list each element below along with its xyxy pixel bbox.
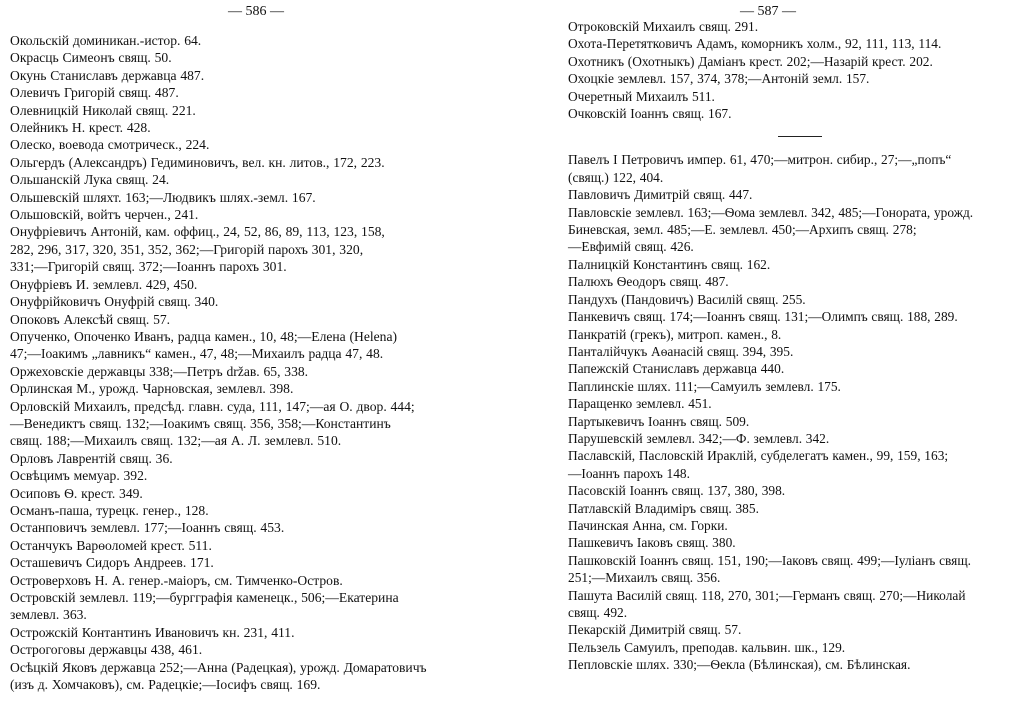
index-entry xyxy=(568,395,1020,412)
index-entry xyxy=(568,35,1020,52)
index-entry xyxy=(568,273,1020,290)
entry-line: 47;—Іоакимъ „лавникъ“ камен., 47, 48;—Михаилъ радца 47, 48. xyxy=(10,346,384,362)
entry-line: Ольшовскій, войтъ черчен., 241. xyxy=(10,207,199,223)
index-entry xyxy=(10,49,500,66)
entry-line: Осташевичъ Сидоръ Андреев. 171. xyxy=(10,555,214,571)
index-entry xyxy=(10,450,500,467)
entry-line: Осиповъ Ѳ. крест. 349. xyxy=(10,485,143,501)
entry-line: Онуфрійковичъ Онуфрій свящ. 340. xyxy=(10,294,219,310)
entry-line: Ольшанскій Лука свящ. 24. xyxy=(10,172,170,188)
index-entry xyxy=(568,587,1020,622)
entry-line: Отроковскій Михаилъ свящ. 291. xyxy=(568,19,759,34)
index-entry xyxy=(10,328,500,363)
index-entry xyxy=(10,519,500,536)
entry-line: Орловъ Лаврентій свящ. 36. xyxy=(10,450,173,466)
entry-line: Пачинская Анна, см. Горки. xyxy=(568,517,728,533)
index-entry xyxy=(10,537,500,554)
entry-line: Пашковскій Іоаннъ свящ. 151, 190;—Іаковъ свящ. 499;—Іуліанъ свящ. xyxy=(568,552,971,568)
index-entry xyxy=(568,413,1020,430)
entry-line: Острожскій Контантинъ Ивановичъ кн. 231, 411. xyxy=(10,624,295,640)
index-entry xyxy=(10,572,500,589)
entry-line: Парушевскій землевл. 342;—Ф. землевл. 342. xyxy=(568,430,830,446)
index-entry xyxy=(10,119,500,136)
section-divider xyxy=(778,136,822,137)
index-entry xyxy=(10,293,500,310)
entry-line: Партыкевичъ Іоаннъ свящ. 509. xyxy=(568,413,750,429)
entry-line: Пепловскіе шлях. 330;—Ѳекла (Бѣлинская), см. Бѣлинская. xyxy=(568,657,911,673)
index-entry xyxy=(10,154,500,171)
index-entry xyxy=(568,517,1020,534)
entry-line: Паращенко землевл. 451. xyxy=(568,396,712,412)
index-entry xyxy=(568,639,1020,656)
entry-line: свящ. 188;—Михаилъ свящ. 132;—ая А. Л. землевл. 510. xyxy=(10,433,342,449)
index-entry xyxy=(568,186,1020,203)
entry-line: Очеретный Михаилъ 511. xyxy=(568,88,715,104)
entries-group-o xyxy=(568,18,1020,122)
index-entry xyxy=(568,500,1020,517)
index-entry xyxy=(10,171,500,188)
index-entry xyxy=(568,70,1020,87)
entry-line: Пандухъ (Пандовичъ) Василій свящ. 255. xyxy=(568,291,806,307)
index-entry xyxy=(568,552,1020,587)
index-entry xyxy=(568,308,1020,325)
entry-line: Панкратій (грекъ), митроп. камен., 8. xyxy=(568,326,782,342)
index-entry xyxy=(568,18,1020,35)
index-entry xyxy=(568,534,1020,551)
entry-line: Панкевичъ свящ. 174;—Іоаннъ свящ. 131;—Олимпъ свящ. 188, 289. xyxy=(568,309,958,325)
index-entry xyxy=(568,343,1020,360)
page-number: — 587 — xyxy=(740,4,796,19)
entry-line: Останповичъ землевл. 177;—Іоаннъ свящ. 453. xyxy=(10,520,285,536)
entry-line: Острогоговы державцы 438, 461. xyxy=(10,642,203,658)
index-entry xyxy=(568,447,1020,482)
entry-line: Пасовскій Іоаннъ свящ. 137, 380, 398. xyxy=(568,483,786,499)
index-entry xyxy=(10,32,500,49)
entry-line: Олевичъ Григорій свящ. 487. xyxy=(10,85,179,101)
index-entry xyxy=(568,204,1020,256)
index-entry xyxy=(568,88,1020,105)
entry-line: Палницкій Константинъ свящ. 162. xyxy=(568,256,771,272)
entry-line: Павловичъ Димитрій свящ. 447. xyxy=(568,187,753,203)
entry-line: Олеско, воевода смотрическ., 224. xyxy=(10,137,210,153)
entry-line: Ольгердъ (Александръ) Гедиминовичъ, вел. кн. литов., 172, 223. xyxy=(10,154,385,170)
entry-line: Окунь Станиславъ державца 487. xyxy=(10,67,205,83)
entry-line: Окрасць Симеонъ свящ. 50. xyxy=(10,50,172,66)
entry-line: Павловскіе землевл. 163;—Ѳома землевл. 342, 485;—Гонората, урожд. xyxy=(568,204,974,220)
index-entry xyxy=(10,363,500,380)
entry-line: Олевницкій Николай свящ. 221. xyxy=(10,102,196,118)
index-entry xyxy=(568,621,1020,638)
index-entry xyxy=(568,378,1020,395)
index-entry xyxy=(10,84,500,101)
entry-line: (изъ д. Хомчаковъ), см. Радецкіе;—Іосифъ свящ. 169. xyxy=(10,677,321,693)
index-entry xyxy=(568,53,1020,70)
entry-line: Пекарскій Димитрій свящ. 57. xyxy=(568,622,742,638)
entry-line: Ольшевскій шляхт. 163;—Людвикъ шлях.-земл. 167. xyxy=(10,189,316,205)
index-entry xyxy=(10,485,500,502)
entry-line: (свящ.) 122, 404. xyxy=(568,169,664,185)
index-entry xyxy=(10,467,500,484)
page-number: — 586 — xyxy=(228,4,284,19)
index-entry xyxy=(10,206,500,223)
index-entry xyxy=(568,151,1020,186)
index-entry xyxy=(10,589,500,624)
entry-line: Охотникъ (Охотныкъ) Даміанъ крест. 202;—Назарій крест. 202. xyxy=(568,53,933,69)
entry-line: Опоковъ Алексѣй свящ. 57. xyxy=(10,311,171,327)
entry-line: 251;—Михаилъ свящ. 356. xyxy=(568,570,721,586)
entry-line: Очковскій Іоаннъ свящ. 167. xyxy=(568,106,732,122)
entry-line: Орловскій Михаилъ, предсѣд. главн. суда, 111, 147;—ая О. двор. 444; xyxy=(10,398,415,414)
index-entry xyxy=(568,430,1020,447)
entry-line: Окольскій доминикан.-истор. 64. xyxy=(10,33,202,48)
index-entry xyxy=(10,67,500,84)
index-entry xyxy=(10,398,500,450)
entry-line: 331;—Григорій свящ. 372;—Іоаннъ парохъ 301. xyxy=(10,259,287,275)
entry-line: Палюхъ Ѳеодоръ свящ. 487. xyxy=(568,274,729,290)
entry-line: Освѣцимъ мемуар. 392. xyxy=(10,468,148,484)
entry-line: Паплинскіе шлях. 111;—Самуилъ землевл. 175. xyxy=(568,378,841,394)
entry-line: Осѣцкій Яковъ державца 252;—Анна (Радецкая), урожд. Домаратовичъ xyxy=(10,659,427,675)
index-entry xyxy=(568,360,1020,377)
index-entry xyxy=(568,291,1020,308)
entry-line: Паславскій, Пасловскій Ираклій, субделегатъ камен., 99, 159, 163; xyxy=(568,448,949,464)
entry-line: Папежскій Станиславъ державца 440. xyxy=(568,361,785,377)
index-entry xyxy=(568,256,1020,273)
index-entry xyxy=(10,502,500,519)
index-entry xyxy=(568,326,1020,343)
index-entry xyxy=(10,311,500,328)
index-entry xyxy=(10,189,500,206)
entry-line: Пашкевичъ Іаковъ свящ. 380. xyxy=(568,535,736,551)
entry-line: Оржеховскіе державцы 338;—Петръ držав. 65, 338. xyxy=(10,363,309,379)
entry-line: Останчукъ Варѳоломей крест. 511. xyxy=(10,537,212,553)
right-page xyxy=(512,0,1024,715)
entry-line: Пельзель Самуилъ, преподав. кальвин. шк., 129. xyxy=(568,639,846,655)
entry-line: Олейникъ Н. крест. 428. xyxy=(10,120,151,136)
entry-line: Охота-Перетятковичъ Адамъ, коморникъ холм., 92, 111, 113, 114. xyxy=(568,36,942,52)
index-entries xyxy=(10,32,500,693)
entry-line: свящ. 492. xyxy=(568,605,628,620)
index-entry xyxy=(10,223,500,275)
entry-line: Онуфріевичъ Антоній, кам. оффиц., 24, 52, 86, 89, 113, 123, 158, xyxy=(10,224,385,240)
index-entry xyxy=(10,102,500,119)
entry-line: Орлинская М., урожд. Чарновская, землевл. 398. xyxy=(10,381,294,397)
index-entry xyxy=(568,482,1020,499)
index-entry xyxy=(10,641,500,658)
index-entry xyxy=(10,380,500,397)
entry-line: Островскій землевл. 119;—бургграфія каменецк., 506;—Екатерина xyxy=(10,590,399,605)
entry-line: Биневская, земл. 485;—Е. землевл. 450;—Архипъ свящ. 278; xyxy=(568,222,917,238)
entry-line: Пашута Василій свящ. 118, 270, 301;—Германъ свящ. 270;—Николай xyxy=(568,587,966,603)
index-entries xyxy=(568,18,1020,674)
index-entry xyxy=(10,554,500,571)
index-entry xyxy=(568,656,1020,673)
entry-line: Патлавскій Владиміръ свящ. 385. xyxy=(568,500,759,516)
index-entry xyxy=(10,624,500,641)
entry-line: Охоцкіе землевл. 157, 374, 378;—Антоній земл. 157. xyxy=(568,71,870,87)
index-entry xyxy=(10,276,500,293)
entries-group-p xyxy=(568,151,1020,673)
entry-line: Панталійчукъ Аѳанасій свящ. 394, 395. xyxy=(568,343,794,359)
entry-line: Опученко, Опоченко Иванъ, радца камен., 10, 48;—Елена (Helena) xyxy=(10,328,398,344)
entry-line: землевл. 363. xyxy=(10,607,87,623)
entry-line: 282, 296, 317, 320, 351, 352, 362;—Григорій парохъ 301, 320, xyxy=(10,241,364,257)
index-entry xyxy=(10,659,500,694)
index-entry xyxy=(10,136,500,153)
entry-line: —Іоаннъ парохъ 148. xyxy=(568,465,690,481)
entry-line: Островерховъ Н. А. генер.-маіоръ, см. Тимченко-Остров. xyxy=(10,572,343,588)
entry-line: Павелъ I Петровичъ импер. 61, 470;—митрон. сибир., 27;—„попъ“ xyxy=(568,152,952,168)
entry-line: Онуфріевъ И. землевл. 429, 450. xyxy=(10,276,198,292)
index-entry xyxy=(568,105,1020,122)
entry-line: Османъ-паша, турецк. генер., 128. xyxy=(10,502,209,518)
entry-line: —Евфимій свящ. 426. xyxy=(568,239,694,255)
entry-line: —Венедиктъ свящ. 132;—Іоакимъ свящ. 356, 358;—Константинъ xyxy=(10,415,391,431)
